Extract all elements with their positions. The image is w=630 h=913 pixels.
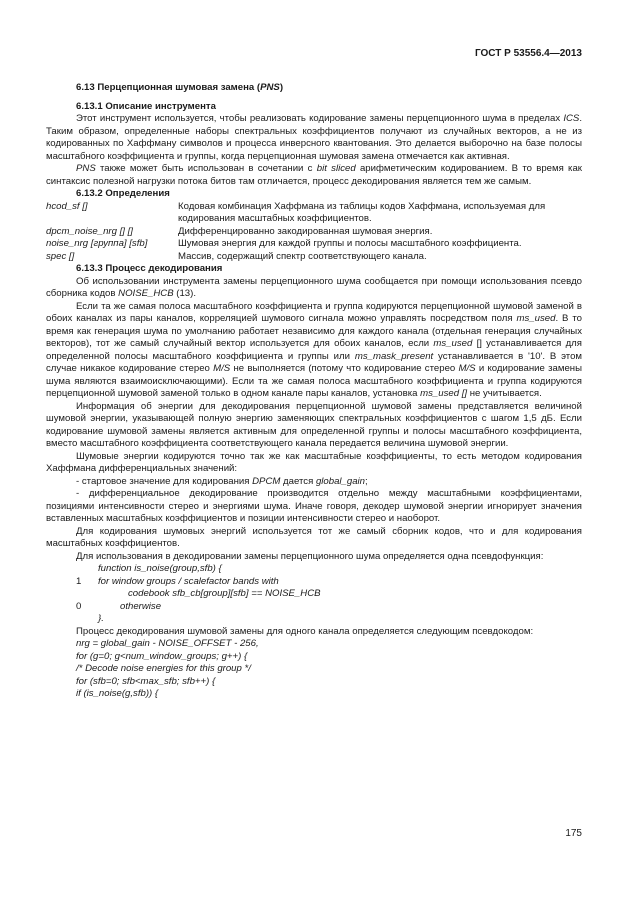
code-block-is-noise: [46, 563, 582, 626]
definition-desc: Массив, содержащий спектр соответствующего канала.: [178, 250, 427, 262]
code-line: nrg = global_gain - NOISE_OFFSET - 256,: [76, 638, 259, 649]
code-line: for (g=0; g<num_window_groups; g++) {: [76, 650, 248, 662]
code-line: /* Decode noise energies for this group */: [76, 663, 251, 674]
paragraph-energy-coding: Шумовые энергии кодируются точно так же как масштабные коэффициенты, то есть методом кодирования Хаффмана дифференциальных значений:: [46, 450, 582, 474]
section-heading-6-13-1: 6.13.1 Описание инструмента: [76, 100, 216, 112]
definition-desc: Дифференцированно закодированная шумовая энергия.: [178, 225, 433, 237]
code-block-decoding: [46, 638, 582, 701]
section-heading-6-13-2: 6.13.2 Определения: [76, 188, 170, 199]
definition-row: [46, 226, 582, 239]
code-line: }.: [98, 613, 104, 624]
definition-term: noise_nrg [группа] [sfb]: [46, 238, 148, 249]
definition-term: dpcm_noise_nrg [] []: [46, 225, 133, 237]
definition-term: spec []: [46, 250, 75, 262]
definition-desc: Кодовая комбинация Хаффмана из таблицы кодов Хаффмана, используемая для кодирования масштабных коэффициентов.: [178, 200, 546, 224]
definition-desc: Шумовая энергия для каждой группы и полосы масштабного коэффициента.: [178, 238, 522, 249]
code-line: for (sfb=0; sfb<max_sfb; sfb++) {: [76, 675, 216, 687]
bullet-item: - дифференциальное декодирование производится отдельно между масштабными коэффициентами, позициями интенсивности стерео и энергиями шума. Иначе говоря, декодер шумовой энергии игнорирует значения вставленных масштабных коэффициентов и позиции интенсивности стерео и наоборот.: [46, 488, 582, 524]
paragraph-signalling: Об использовании инструмента замены перцепционного шума сообщается при помощи использования псевдо сборника кодов NOISE_HCB (13).: [46, 275, 582, 299]
paragraph-codebook: Для кодирования шумовых энергий используется тот же самый сборник кодов, что и для кодирования масштабных коэффициентов.: [46, 525, 582, 549]
section-heading-6-13-3: 6.13.3 Процесс декодирования: [76, 263, 223, 274]
code-line: function is_noise(group,sfb) {: [98, 563, 222, 574]
definitions-list: [46, 201, 582, 264]
section-heading-6-13: 6.13 Перцепционная шумовая замена (PNS): [76, 82, 284, 93]
paragraph-description: Этот инструмент используется, чтобы реализовать кодирование замены перцепционного шума в пределах ICS. Таким образом, определенные наборы спектральных коэффициентов получают из случайных векторов, а не из кодированных по Хаффману символов и процесса инверсного квантования. Это делается выборочно на базе полосы масштабного коэффициента и группы, когда перцепционная шумовая замена отмечается как активная.: [46, 113, 582, 162]
page-content: [46, 80, 582, 701]
paragraph-pseudofunction: Для использования в декодировании замены перцепционного шума определяется одна псевдофункция:: [76, 550, 544, 562]
definition-term: hcod_sf []: [46, 200, 88, 212]
bullet-item: - стартовое значение для кодирования DPCM дается global_gain;: [76, 475, 368, 487]
paragraph-correlation: Если та же самая полоса масштабного коэффициента и группа кодируются перцепционной шумовой заменой в обоих каналах из пары каналов, корреляцией шумового сигнала можно управлять посредством поля ms_used. В то время как генерация шума по умолчанию работает независимо для каждого канала (отдельная генерация случайных векторов), тот же самый случайный вектор используется для обоих каналов, если ms_used [] устанавливается для определенной полосы масштабного коэффициента и группы или ms_mask_present устанавливается в '10'. В этом случае никакое кодирование стерео M/S не выполняется (потому что кодирование стерео M/S и кодирование замены шума являются взаимоисключающими). Если та же самая полоса масштабного коэффициента и группа кодируются перцепционной шумовой заменой только в одном канале пары каналов, установка ms_used [] не учитывается.: [46, 300, 582, 399]
standard-header: ГОСТ Р 53556.4—2013: [474, 48, 582, 59]
definition-row: [46, 251, 582, 264]
definition-row: [46, 238, 582, 251]
paragraph-pns-bsac: PNS также может быть использован в сочетании с bit sliced арифметическим кодированием. В то время как синтаксис полезной нагрузки потока битов там отличается, процесс декодирования является тем же самым.: [46, 163, 582, 187]
code-line: if (is_noise(g,sfb)) {: [76, 688, 159, 699]
definition-row: [46, 201, 582, 226]
code-line: codebook sfb_cb[group][sfb] == NOISE_HCB: [128, 588, 321, 599]
page-number: 175: [565, 828, 582, 839]
paragraph-energy-info: Информация об энергии для декодирования перцепционной шумовой замены представляется величиной шумовой энергии, указывающей полную энергию заменяющих спектральных коэффициентов с шагом 1,5 дБ. Если кодирование шумовой замены является активным для определенной группы и полосы масштабного коэффициента, вместо масштабного коэффициента соответствующего канала передается величина шумовой энергии.: [46, 400, 582, 449]
paragraph-decoding-pseudocode: Процесс декодирования шумовой замены для одного канала определяется следующим псевдокодом:: [76, 625, 534, 637]
code-line: 0 otherwise: [76, 600, 162, 612]
code-line: 1 for window groups / scalefactor bands with: [76, 575, 279, 587]
